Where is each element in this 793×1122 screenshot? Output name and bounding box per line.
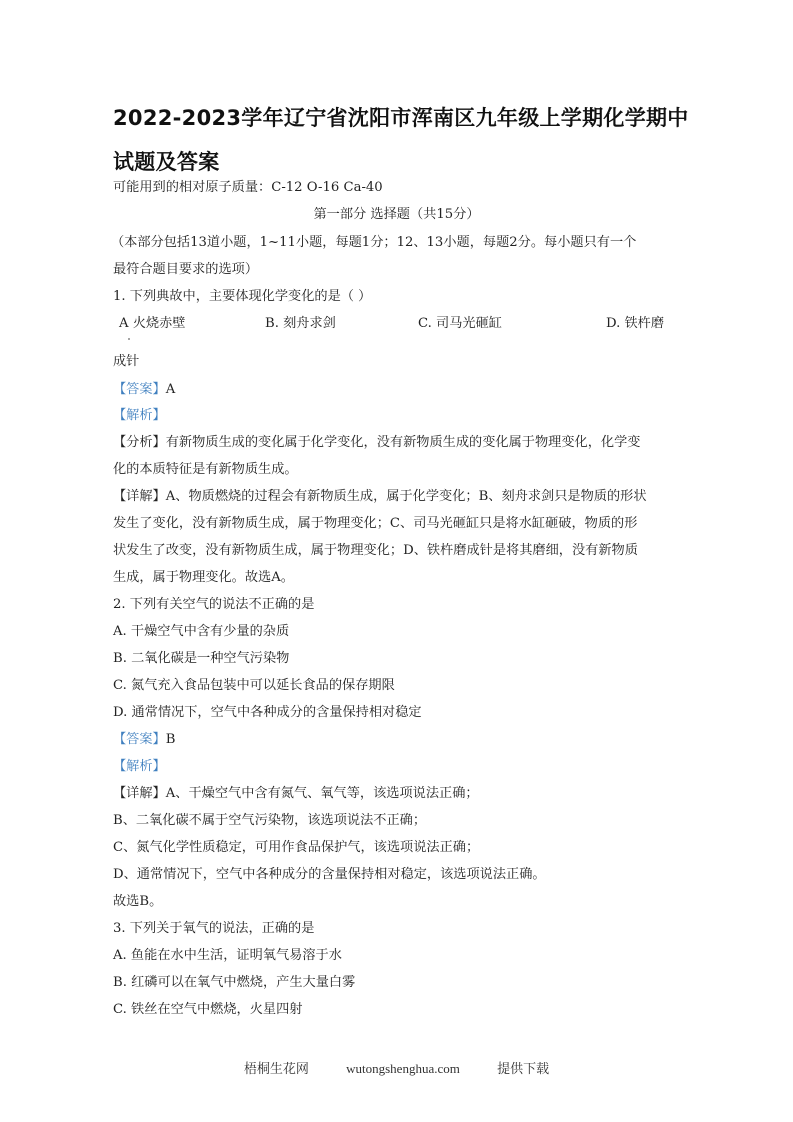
question-1-fenxi-line-2: 化的本质特征是有新物质生成。 — [113, 462, 298, 477]
answer-tag: 【答案】 — [113, 382, 166, 397]
page-title — [113, 96, 693, 184]
question-2-stem: 2. 下列有关空气的说法不正确的是 — [113, 597, 315, 612]
footer-download: 提供下载 — [497, 1061, 550, 1076]
question-1-option-b: B. 刻舟求剑 — [265, 316, 336, 331]
question-1-fenxi-line-1: 【分析】有新物质生成的变化属于化学变化，没有新物质生成的变化属于物理变化，化学变 — [113, 435, 641, 450]
question-1-detail-line-3: 状发生了改变，没有新物质生成，属于物理变化；D、铁杵磨成针是将其磨细，没有新物质 — [113, 543, 638, 558]
question-2-detail-line-1: 【详解】A、干燥空气中含有氮气、氧气等，该选项说法正确； — [113, 786, 479, 801]
section-note-line-1: （本部分包括13道小题，1~11小题，每题1分；12、13小题，每题2分。每小题只有一个 — [111, 235, 637, 250]
question-2-option-d: D. 通常情况下，空气中各种成分的含量保持相对稳定 — [113, 705, 422, 720]
question-1-detail-line-1: 【详解】A、物质燃烧的过程会有新物质生成，属于化学变化；B、刻舟求剑只是物质的形状 — [113, 489, 647, 504]
question-2-detail-line-2: B、二氧化碳不属于空气污染物，该选项说法不正确； — [113, 813, 427, 828]
question-2-detail-line-5: 故选B。 — [113, 894, 163, 909]
footer-site-name: 梧桐生花网 — [243, 1061, 309, 1076]
question-2-detail-line-3: C、氮气化学性质稳定，可用作食品保护气，该选项说法正确； — [113, 840, 480, 855]
atomic-masses: 可能用到的相对原子质量：C-12 O-16 Ca-40 — [113, 180, 383, 195]
question-1-stem: 1. 下列典故中，主要体现化学变化的是（ ） — [113, 289, 372, 304]
section-note-line-2: 最符合题目要求的选项） — [113, 262, 259, 277]
question-2-detail-line-4: D、通常情况下，空气中各种成分的含量保持相对稳定，该选项说法正确。 — [113, 867, 546, 882]
question-3-option-c: C. 铁丝在空气中燃烧，火星四射 — [113, 1002, 303, 1017]
title-line-1: 2022-2023学年辽宁省沈阳市浑南区九年级上学期化学期中 — [113, 106, 689, 130]
question-3-stem: 3. 下列关于氧气的说法，正确的是 — [113, 921, 315, 936]
question-1-option-a: A 火烧赤壁 — [119, 316, 186, 331]
question-1-option-d: D. 铁杵磨 — [606, 316, 665, 331]
answer-value: B — [165, 732, 176, 747]
question-2-option-c: C. 氮气充入食品包装中可以延长食品的保存期限 — [113, 678, 395, 693]
question-2-answer — [113, 730, 175, 750]
question-2-option-b: B. 二氧化碳是一种空气污染物 — [113, 651, 290, 666]
page-footer — [0, 1058, 793, 1077]
section-heading: 第一部分 选择题（共15分） — [313, 207, 480, 222]
question-2-option-a: A. 干燥空气中含有少量的杂质 — [113, 624, 290, 639]
stray-dot-mark — [128, 338, 130, 340]
question-1-detail-line-4: 生成，属于物理变化。故选A。 — [113, 570, 294, 585]
question-2-analysis-tag: 【解析】 — [113, 759, 166, 774]
question-1-option-c: C. 司马光砸缸 — [418, 316, 502, 331]
question-1-analysis-tag: 【解析】 — [113, 408, 166, 423]
title-line-2: 试题及答案 — [113, 150, 220, 174]
footer-url[interactable]: wutongshenghua.com — [346, 1061, 460, 1076]
question-3-option-a: A. 鱼能在水中生活，证明氧气易溶于水 — [113, 948, 342, 963]
question-1-answer — [113, 380, 175, 400]
answer-value: A — [165, 382, 176, 397]
answer-tag: 【答案】 — [113, 732, 166, 747]
question-1-detail-line-2: 发生了变化，没有新物质生成，属于物理变化；C、司马光砸缸只是将水缸砸破，物质的形 — [113, 516, 638, 531]
question-3-option-b: B. 红磷可以在氧气中燃烧，产生大量白雾 — [113, 975, 356, 990]
question-1-option-d-wrap: 成针 — [113, 354, 140, 369]
